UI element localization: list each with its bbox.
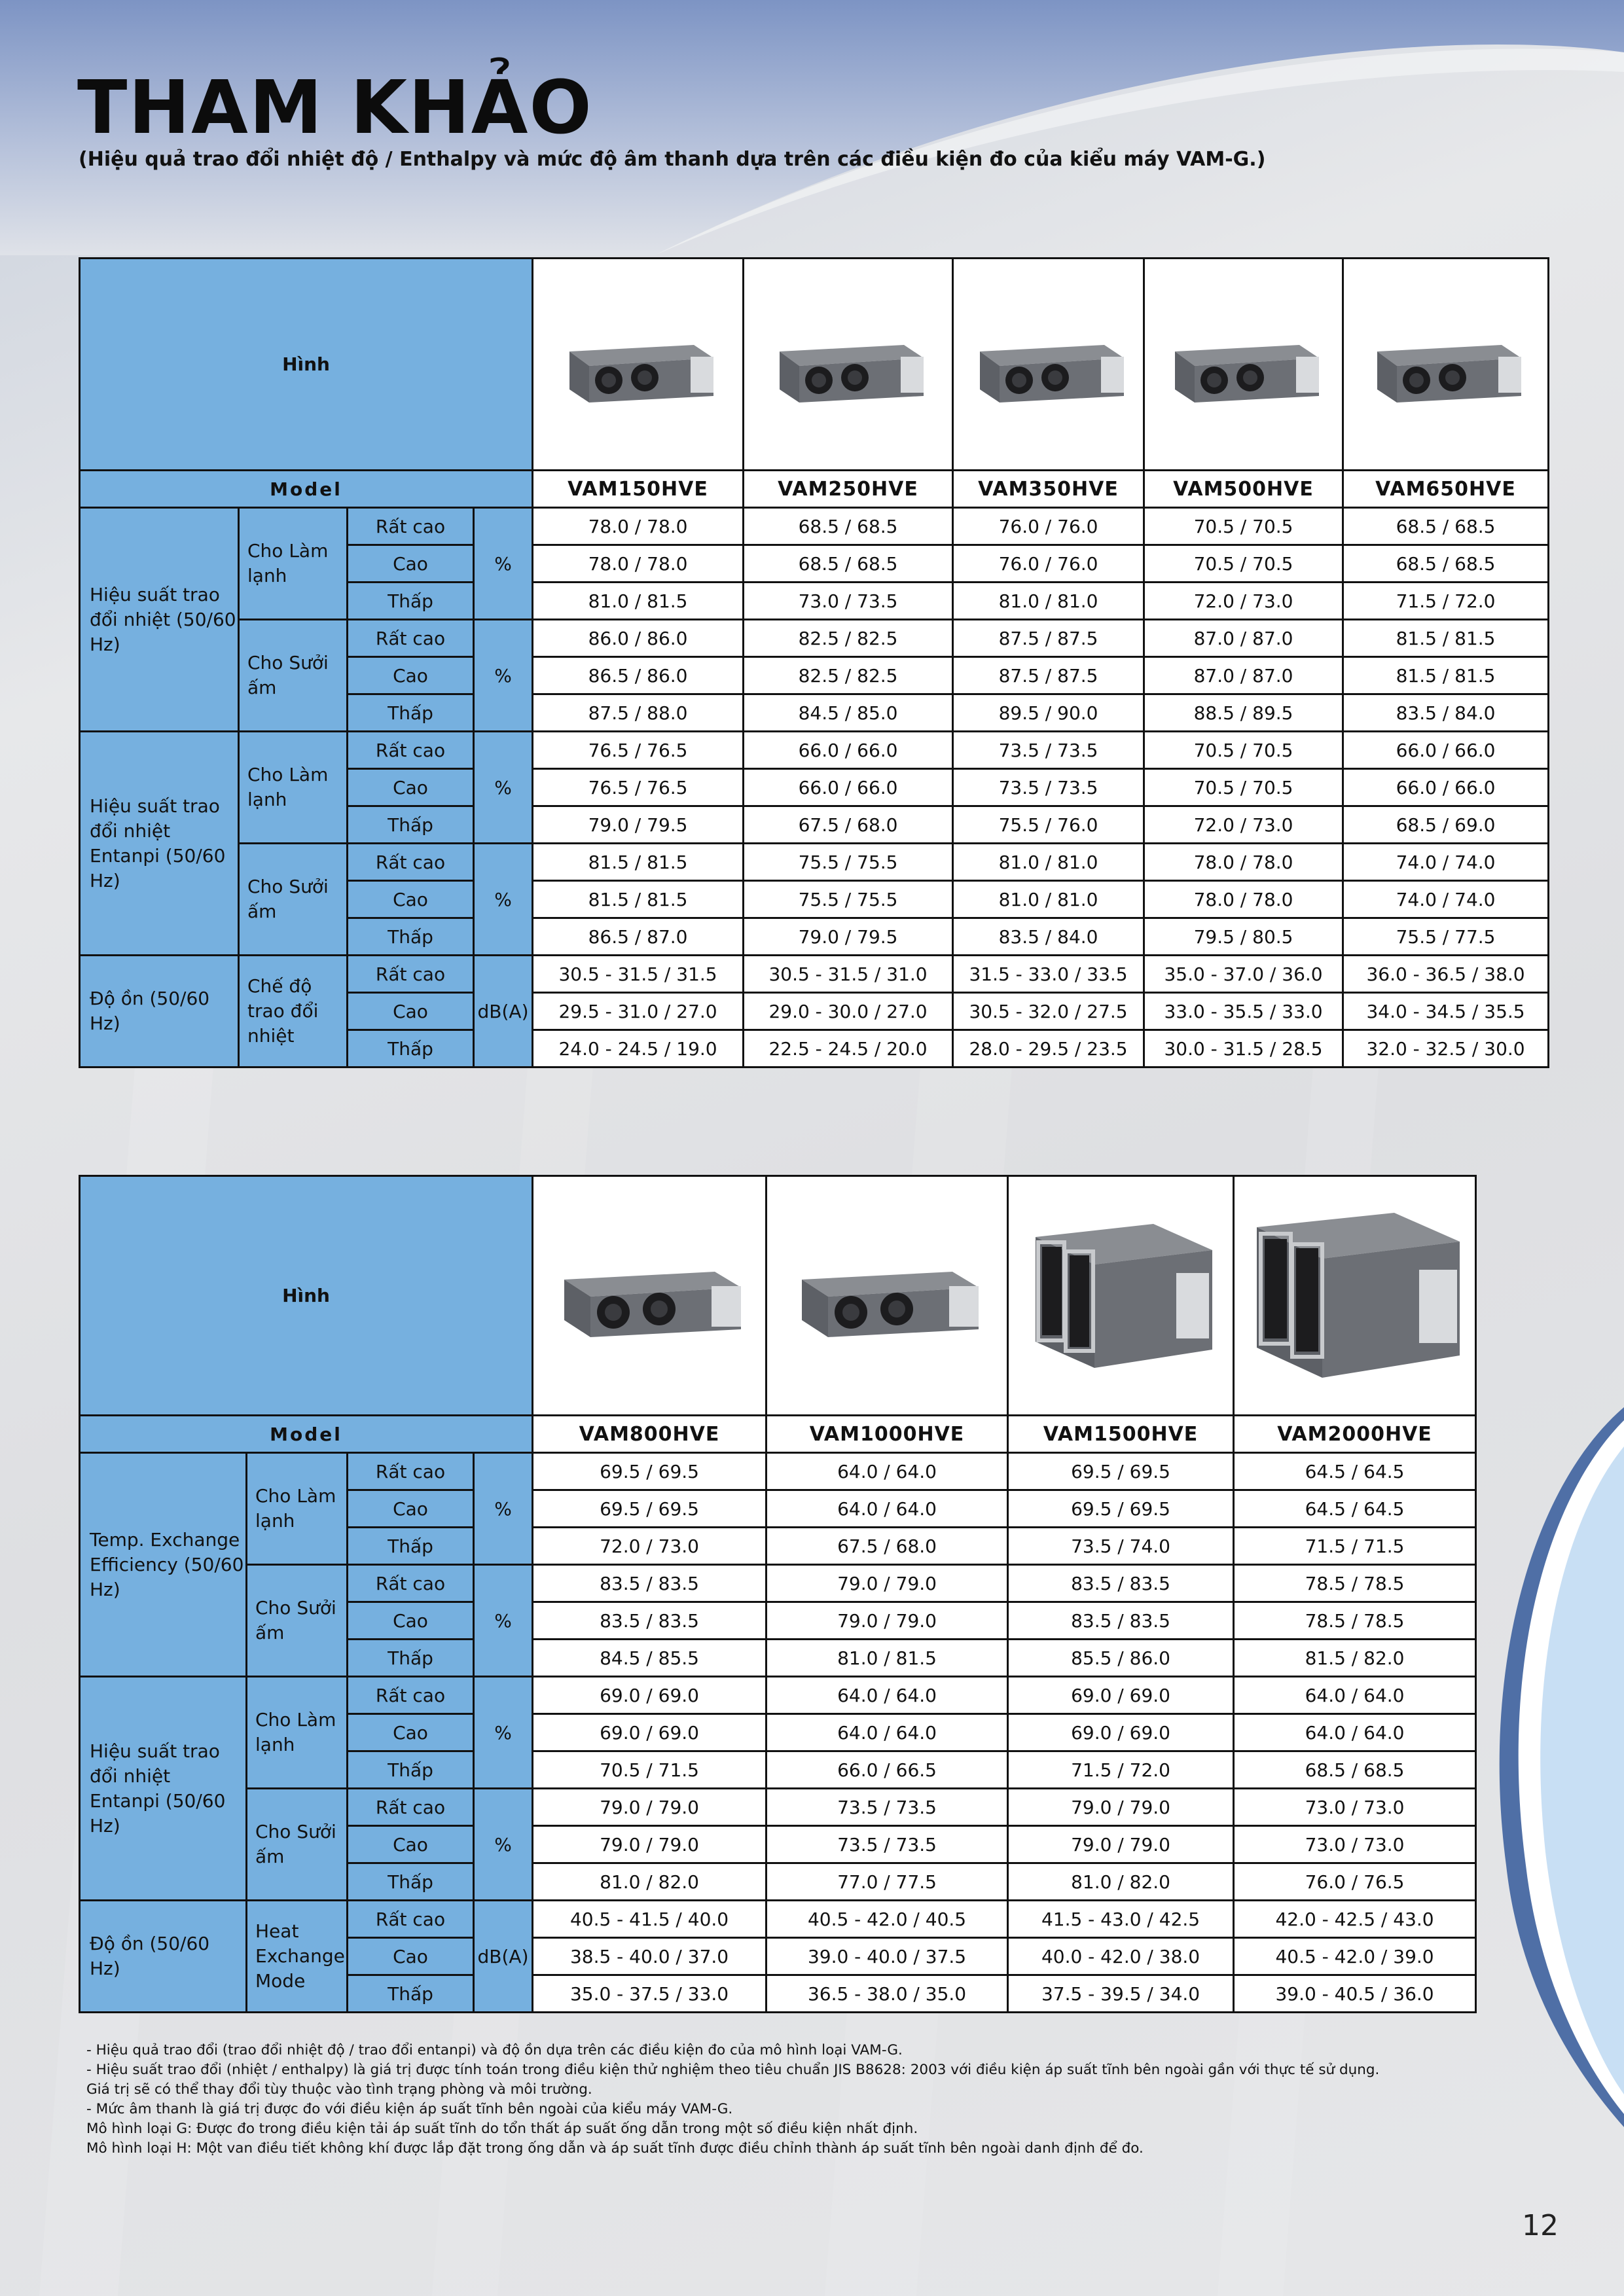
fan-level-label: Rất cao (348, 1901, 474, 1938)
value-cell: 87.0 / 87.0 (1144, 620, 1343, 657)
value-cell: 79.0 / 79.0 (767, 1565, 1008, 1602)
model-header: Model (80, 1416, 533, 1453)
value-cell: 79.0 / 79.5 (533, 806, 744, 844)
fan-level-label: Cao (348, 1938, 474, 1975)
value-cell: 67.5 / 68.0 (744, 806, 953, 844)
value-cell: 81.0 / 81.0 (953, 881, 1144, 918)
value-cell: 64.0 / 64.0 (1234, 1677, 1476, 1714)
value-cell: 69.5 / 69.5 (1008, 1453, 1234, 1490)
value-cell: 64.5 / 64.5 (1234, 1490, 1476, 1528)
value-cell: 68.5 / 69.0 (1343, 806, 1549, 844)
value-cell: 81.0 / 81.5 (533, 583, 744, 620)
value-cell: 29.5 - 31.0 / 27.0 (533, 993, 744, 1030)
fan-level-label: Rất cao (348, 1789, 474, 1826)
value-cell: 78.0 / 78.0 (533, 508, 744, 545)
spec-table-2 (79, 1175, 1477, 2013)
fan-level-label: Cao (348, 1714, 474, 1751)
value-cell: 72.0 / 73.0 (1144, 806, 1343, 844)
value-cell: 69.0 / 69.0 (533, 1677, 767, 1714)
fan-level-label: Thấp (348, 1751, 474, 1789)
value-cell: 81.0 / 82.0 (1008, 1863, 1234, 1901)
image-header: Hình (80, 259, 533, 471)
value-cell: 73.5 / 73.5 (953, 732, 1144, 769)
mode-label: Chế độ trao đổi nhiệt (239, 956, 348, 1067)
unit-label: % (474, 844, 533, 956)
fan-level-label: Rất cao (348, 844, 474, 881)
table-row (80, 1565, 1476, 1602)
value-cell: 66.0 / 66.5 (767, 1751, 1008, 1789)
value-cell: 71.5 / 72.0 (1343, 583, 1549, 620)
model-header: Model (80, 471, 533, 508)
value-cell: 64.0 / 64.0 (767, 1490, 1008, 1528)
value-cell: 78.5 / 78.5 (1234, 1565, 1476, 1602)
value-cell: 81.5 / 81.5 (1343, 620, 1549, 657)
product-image (767, 1176, 1008, 1416)
model-name: VAM650HVE (1343, 471, 1549, 508)
mode-label: Cho Làm lạnh (239, 508, 348, 620)
fan-level-label: Thấp (348, 1640, 474, 1677)
footnote-line: Giá trị sẽ có thể thay đổi tùy thuộc vào tình trạng phòng và môi trường. (86, 2081, 592, 2098)
value-cell: 79.0 / 79.0 (1008, 1789, 1234, 1826)
mode-label: Cho Làm lạnh (239, 732, 348, 844)
unit-label: % (474, 1565, 533, 1677)
value-cell: 35.0 - 37.5 / 33.0 (533, 1975, 767, 2013)
group-label: Hiệu suất trao đổi nhiệt Entanpi (50/60 Hz) (80, 732, 239, 956)
group-label: Temp. Exchange Efficiency (50/60 Hz) (80, 1453, 247, 1677)
image-header: Hình (80, 1176, 533, 1416)
value-cell: 69.5 / 69.5 (533, 1453, 767, 1490)
table-row (80, 732, 1549, 769)
value-cell: 66.0 / 66.0 (1343, 732, 1549, 769)
fan-level-label: Thấp (348, 918, 474, 956)
fan-level-label: Thấp (348, 583, 474, 620)
value-cell: 40.0 - 42.0 / 38.0 (1008, 1938, 1234, 1975)
value-cell: 31.5 - 33.0 / 33.5 (953, 956, 1144, 993)
model-name: VAM250HVE (744, 471, 953, 508)
table-row (80, 620, 1549, 657)
value-cell: 73.5 / 74.0 (1008, 1528, 1234, 1565)
value-cell: 73.5 / 73.5 (767, 1826, 1008, 1863)
page-subtitle: (Hiệu quả trao đổi nhiệt độ / Enthalpy và mức độ âm thanh dựa trên các điều kiện đo của kiểu máy VAM-G.) (79, 148, 1266, 171)
value-cell: 82.5 / 82.5 (744, 657, 953, 694)
value-cell: 83.5 / 84.0 (953, 918, 1144, 956)
product-image (1234, 1176, 1476, 1416)
fan-level-label: Thấp (348, 1528, 474, 1565)
value-cell: 66.0 / 66.0 (1343, 769, 1549, 806)
value-cell: 85.5 / 86.0 (1008, 1640, 1234, 1677)
value-cell: 64.0 / 64.0 (1234, 1714, 1476, 1751)
value-cell: 83.5 / 83.5 (1008, 1565, 1234, 1602)
value-cell: 72.0 / 73.0 (1144, 583, 1343, 620)
value-cell: 87.0 / 87.0 (1144, 657, 1343, 694)
value-cell: 75.5 / 77.5 (1343, 918, 1549, 956)
fan-level-label: Thấp (348, 1863, 474, 1901)
group-label: Độ ồn (50/60 Hz) (80, 956, 239, 1067)
table-row (80, 1901, 1476, 1938)
mode-label: Cho Làm lạnh (247, 1453, 348, 1565)
value-cell: 79.0 / 79.5 (744, 918, 953, 956)
value-cell: 32.0 - 32.5 / 30.0 (1343, 1030, 1549, 1067)
mode-label: Cho Sưởi ấm (247, 1565, 348, 1677)
group-label: Hiệu suất trao đổi nhiệt (50/60 Hz) (80, 508, 239, 732)
value-cell: 68.5 / 68.5 (744, 508, 953, 545)
fan-level-label: Rất cao (348, 1677, 474, 1714)
value-cell: 69.0 / 69.0 (533, 1714, 767, 1751)
unit-label: % (474, 1453, 533, 1565)
model-name: VAM350HVE (953, 471, 1144, 508)
footnote-line: Mô hình loại H: Một van điều tiết không khí được lắp đặt trong ống dẫn và áp suất tĩnh được điều chỉnh thành áp suất tĩnh bên ngoài danh định để đo. (86, 2140, 1144, 2157)
value-cell: 67.5 / 68.0 (767, 1528, 1008, 1565)
value-cell: 70.5 / 70.5 (1144, 769, 1343, 806)
value-cell: 74.0 / 74.0 (1343, 844, 1549, 881)
value-cell: 79.5 / 80.5 (1144, 918, 1343, 956)
value-cell: 24.0 - 24.5 / 19.0 (533, 1030, 744, 1067)
value-cell: 30.5 - 31.5 / 31.5 (533, 956, 744, 993)
value-cell: 83.5 / 83.5 (533, 1602, 767, 1640)
product-image (953, 259, 1144, 471)
table-row (80, 508, 1549, 545)
fan-level-label: Rất cao (348, 1453, 474, 1490)
value-cell: 64.0 / 64.0 (767, 1677, 1008, 1714)
value-cell: 22.5 - 24.5 / 20.0 (744, 1030, 953, 1067)
value-cell: 33.0 - 35.5 / 33.0 (1144, 993, 1343, 1030)
model-name: VAM1500HVE (1008, 1416, 1234, 1453)
group-label: Độ ồn (50/60 Hz) (80, 1901, 247, 2013)
product-image (1144, 259, 1343, 471)
fan-level-label: Rất cao (348, 732, 474, 769)
product-image (744, 259, 953, 471)
value-cell: 70.5 / 70.5 (1144, 508, 1343, 545)
value-cell: 35.0 - 37.0 / 36.0 (1144, 956, 1343, 993)
value-cell: 69.5 / 69.5 (1008, 1490, 1234, 1528)
footnotes (86, 2041, 1379, 2159)
footnote-line: - Hiệu suất trao đổi (nhiệt / enthalpy) là giá trị được tính toán trong điều kiện thử nghiệm theo tiêu chuẩn JIS B8628: 2003 với điều kiện áp suất tĩnh bên ngoài gần với thực tế sử dụng. (86, 2062, 1380, 2078)
value-cell: 71.5 / 71.5 (1234, 1528, 1476, 1565)
value-cell: 81.0 / 81.0 (953, 583, 1144, 620)
value-cell: 79.0 / 79.0 (533, 1789, 767, 1826)
fan-level-label: Cao (348, 993, 474, 1030)
value-cell: 37.5 - 39.5 / 34.0 (1008, 1975, 1234, 2013)
value-cell: 34.0 - 34.5 / 35.5 (1343, 993, 1549, 1030)
value-cell: 70.5 / 70.5 (1144, 545, 1343, 583)
value-cell: 64.5 / 64.5 (1234, 1453, 1476, 1490)
value-cell: 68.5 / 68.5 (744, 545, 953, 583)
unit-label: % (474, 620, 533, 732)
fan-level-label: Cao (348, 657, 474, 694)
value-cell: 84.5 / 85.0 (744, 694, 953, 732)
value-cell: 88.5 / 89.5 (1144, 694, 1343, 732)
value-cell: 28.0 - 29.5 / 23.5 (953, 1030, 1144, 1067)
value-cell: 82.5 / 82.5 (744, 620, 953, 657)
footnote-line: - Mức âm thanh là giá trị được đo với điều kiện áp suất tĩnh bên ngoài của kiểu máy VAM-G. (86, 2101, 733, 2117)
table-row (80, 844, 1549, 881)
fan-level-label: Rất cao (348, 1565, 474, 1602)
value-cell: 69.5 / 69.5 (533, 1490, 767, 1528)
fan-level-label: Rất cao (348, 508, 474, 545)
side-swoosh (1454, 1407, 1624, 2127)
value-cell: 76.0 / 76.0 (953, 508, 1144, 545)
unit-label: % (474, 732, 533, 844)
value-cell: 36.0 - 36.5 / 38.0 (1343, 956, 1549, 993)
unit-label: dB(A) (474, 956, 533, 1067)
product-image (1008, 1176, 1234, 1416)
value-cell: 75.5 / 75.5 (744, 881, 953, 918)
value-cell: 86.5 / 87.0 (533, 918, 744, 956)
value-cell: 66.0 / 66.0 (744, 732, 953, 769)
fan-level-label: Cao (348, 1826, 474, 1863)
value-cell: 39.0 - 40.5 / 36.0 (1234, 1975, 1476, 2013)
fan-level-label: Cao (348, 1602, 474, 1640)
value-cell: 70.5 / 70.5 (1144, 732, 1343, 769)
model-name: VAM500HVE (1144, 471, 1343, 508)
value-cell: 73.0 / 73.5 (744, 583, 953, 620)
value-cell: 66.0 / 66.0 (744, 769, 953, 806)
value-cell: 83.5 / 83.5 (1008, 1602, 1234, 1640)
page-title: THAM KHẢO (77, 65, 593, 151)
value-cell: 76.0 / 76.0 (953, 545, 1144, 583)
value-cell: 68.5 / 68.5 (1343, 508, 1549, 545)
value-cell: 29.0 - 30.0 / 27.0 (744, 993, 953, 1030)
table-row (80, 1677, 1476, 1714)
value-cell: 77.0 / 77.5 (767, 1863, 1008, 1901)
value-cell: 78.0 / 78.0 (533, 545, 744, 583)
product-image (533, 1176, 767, 1416)
fan-level-label: Thấp (348, 1975, 474, 2013)
value-cell: 73.5 / 73.5 (767, 1789, 1008, 1826)
value-cell: 73.0 / 73.0 (1234, 1826, 1476, 1863)
unit-label: % (474, 508, 533, 620)
model-name: VAM1000HVE (767, 1416, 1008, 1453)
value-cell: 68.5 / 68.5 (1343, 545, 1549, 583)
value-cell: 73.5 / 73.5 (953, 769, 1144, 806)
value-cell: 30.0 - 31.5 / 28.5 (1144, 1030, 1343, 1067)
value-cell: 39.0 - 40.0 / 37.5 (767, 1938, 1008, 1975)
value-cell: 89.5 / 90.0 (953, 694, 1144, 732)
fan-level-label: Cao (348, 1490, 474, 1528)
table-row (80, 1453, 1476, 1490)
value-cell: 64.0 / 64.0 (767, 1714, 1008, 1751)
fan-level-label: Thấp (348, 694, 474, 732)
value-cell: 78.0 / 78.0 (1144, 844, 1343, 881)
value-cell: 40.5 - 42.0 / 39.0 (1234, 1938, 1476, 1975)
footnote-line: - Hiệu quả trao đổi (trao đổi nhiệt độ / trao đổi entanpi) và độ ồn dựa trên các điều kiện đo của mô hình loại VAM-G. (86, 2042, 903, 2058)
value-cell: 81.5 / 81.5 (1343, 657, 1549, 694)
value-cell: 69.0 / 69.0 (1008, 1714, 1234, 1751)
model-name: VAM150HVE (533, 471, 744, 508)
product-image (533, 259, 744, 471)
value-cell: 81.5 / 81.5 (533, 844, 744, 881)
value-cell: 42.0 - 42.5 / 43.0 (1234, 1901, 1476, 1938)
value-cell: 86.5 / 86.0 (533, 657, 744, 694)
value-cell: 40.5 - 41.5 / 40.0 (533, 1901, 767, 1938)
value-cell: 78.5 / 78.5 (1234, 1602, 1476, 1640)
mode-label: Cho Sưởi ấm (239, 620, 348, 732)
fan-level-label: Rất cao (348, 956, 474, 993)
table-row (80, 956, 1549, 993)
page-number: 12 (1522, 2209, 1559, 2242)
product-image (1343, 259, 1549, 471)
value-cell: 68.5 / 68.5 (1234, 1751, 1476, 1789)
value-cell: 71.5 / 72.0 (1008, 1751, 1234, 1789)
mode-label: Heat Exchange Mode (247, 1901, 348, 2013)
value-cell: 81.5 / 82.0 (1234, 1640, 1476, 1677)
value-cell: 30.5 - 31.5 / 31.0 (744, 956, 953, 993)
fan-level-label: Thấp (348, 1030, 474, 1067)
value-cell: 74.0 / 74.0 (1343, 881, 1549, 918)
value-cell: 76.0 / 76.5 (1234, 1863, 1476, 1901)
value-cell: 83.5 / 84.0 (1343, 694, 1549, 732)
value-cell: 36.5 - 38.0 / 35.0 (767, 1975, 1008, 2013)
model-name: VAM800HVE (533, 1416, 767, 1453)
table-row (80, 1789, 1476, 1826)
unit-label: dB(A) (474, 1901, 533, 2013)
value-cell: 83.5 / 83.5 (533, 1565, 767, 1602)
value-cell: 81.5 / 81.5 (533, 881, 744, 918)
fan-level-label: Cao (348, 545, 474, 583)
unit-label: % (474, 1789, 533, 1901)
value-cell: 64.0 / 64.0 (767, 1453, 1008, 1490)
fan-level-label: Rất cao (348, 620, 474, 657)
value-cell: 72.0 / 73.0 (533, 1528, 767, 1565)
value-cell: 73.0 / 73.0 (1234, 1789, 1476, 1826)
value-cell: 69.0 / 69.0 (1008, 1677, 1234, 1714)
value-cell: 78.0 / 78.0 (1144, 881, 1343, 918)
value-cell: 70.5 / 71.5 (533, 1751, 767, 1789)
value-cell: 87.5 / 87.5 (953, 657, 1144, 694)
value-cell: 79.0 / 79.0 (1008, 1826, 1234, 1863)
value-cell: 30.5 - 32.0 / 27.5 (953, 993, 1144, 1030)
value-cell: 81.0 / 82.0 (533, 1863, 767, 1901)
value-cell: 75.5 / 76.0 (953, 806, 1144, 844)
mode-label: Cho Làm lạnh (247, 1677, 348, 1789)
spec-table-1 (79, 257, 1549, 1068)
mode-label: Cho Sưởi ấm (247, 1789, 348, 1901)
fan-level-label: Cao (348, 881, 474, 918)
value-cell: 41.5 - 43.0 / 42.5 (1008, 1901, 1234, 1938)
unit-label: % (474, 1677, 533, 1789)
value-cell: 81.0 / 81.0 (953, 844, 1144, 881)
model-name: VAM2000HVE (1234, 1416, 1476, 1453)
fan-level-label: Cao (348, 769, 474, 806)
value-cell: 87.5 / 87.5 (953, 620, 1144, 657)
value-cell: 75.5 / 75.5 (744, 844, 953, 881)
value-cell: 38.5 - 40.0 / 37.0 (533, 1938, 767, 1975)
value-cell: 76.5 / 76.5 (533, 732, 744, 769)
value-cell: 79.0 / 79.0 (767, 1602, 1008, 1640)
value-cell: 87.5 / 88.0 (533, 694, 744, 732)
group-label: Hiệu suất trao đổi nhiệt Entanpi (50/60 Hz) (80, 1677, 247, 1901)
value-cell: 81.0 / 81.5 (767, 1640, 1008, 1677)
value-cell: 86.0 / 86.0 (533, 620, 744, 657)
value-cell: 76.5 / 76.5 (533, 769, 744, 806)
fan-level-label: Thấp (348, 806, 474, 844)
footnote-line: Mô hình loại G: Được đo trong điều kiện tải áp suất tĩnh do tổn thất áp suất ống dẫn trong một số điều kiện nhất định. (86, 2121, 918, 2137)
value-cell: 84.5 / 85.5 (533, 1640, 767, 1677)
mode-label: Cho Sưởi ấm (239, 844, 348, 956)
value-cell: 79.0 / 79.0 (533, 1826, 767, 1863)
value-cell: 40.5 - 42.0 / 40.5 (767, 1901, 1008, 1938)
